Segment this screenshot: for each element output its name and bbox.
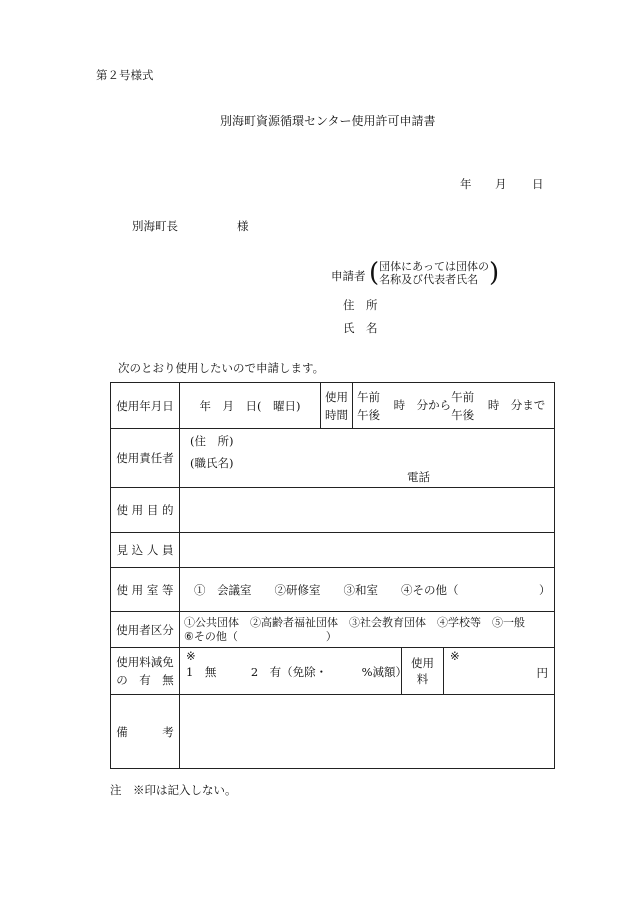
to-text: 時 分まで	[487, 397, 546, 412]
user-category-line1: ①公共団体 ②高齢者福祉団体 ③社会教育団体 ④学校等 ⑤一般	[184, 615, 525, 629]
fee-unit: 円	[536, 666, 549, 680]
row-purpose	[111, 488, 555, 533]
usage-time-label: 使用 時間	[321, 383, 353, 429]
row-usage-date	[111, 383, 555, 429]
fee-exemption-options: 1 無 2 有（免除・ %減額）	[186, 665, 408, 679]
room-label: 使 用 室 等	[111, 568, 180, 612]
user-category-line2: ⑥その他（ ）	[184, 629, 337, 643]
application-table	[110, 382, 555, 769]
remarks-label: 備 考	[111, 695, 180, 769]
fee-exemption-label: 使用料減免 の 有 無	[111, 648, 180, 695]
expected-attendance-label: 見 込 人 員	[111, 533, 180, 568]
form-number: 第２号様式	[96, 68, 154, 82]
responsible-address: (住 所)	[190, 434, 234, 448]
date-month: 月	[495, 177, 507, 191]
applicant-address-label: 住 所	[343, 298, 378, 312]
date-day: 日	[532, 177, 544, 191]
row-room	[111, 568, 555, 612]
user-category-label: 使用者区分	[111, 612, 180, 648]
responsible-person-label: 使用責任者	[111, 429, 180, 488]
purpose-label: 使 用 目 的	[111, 488, 180, 533]
fee-label: 使用料	[402, 648, 444, 695]
page-title: 別海町資源循環センター使用許可申請書	[220, 114, 436, 128]
applicant-name-label: 氏 名	[343, 321, 378, 335]
addressee-name: 別海町長	[132, 219, 178, 233]
responsible-person-value[interactable]	[180, 429, 555, 488]
applicant-note	[369, 260, 499, 286]
open-paren-icon: (	[369, 258, 380, 288]
row-responsible-person	[111, 429, 555, 488]
usage-date-label: 使用年月日	[111, 383, 180, 429]
purpose-value[interactable]	[180, 488, 555, 533]
row-fee-exemption	[111, 648, 555, 695]
intro-text: 次のとおり使用したいので申請します。	[118, 361, 325, 375]
fee-exemption-value[interactable]	[180, 648, 408, 695]
row-user-category	[111, 612, 555, 648]
expected-attendance-value[interactable]	[180, 533, 555, 568]
row-remarks	[111, 695, 555, 769]
date-year: 年	[460, 177, 472, 191]
footnote: 注 ※印は記入しない。	[110, 783, 237, 797]
usage-date-value[interactable]: 年 月 日( 曜日)	[180, 383, 321, 429]
remarks-value[interactable]	[180, 695, 555, 769]
am-pm-from: 午前 午後	[357, 389, 380, 422]
close-paren-icon: )	[489, 258, 500, 288]
row-expected-attendance	[111, 533, 555, 568]
room-options[interactable]: ① 会議室 ②研修室 ③和室 ④その他（ ）	[180, 568, 555, 612]
fee-exemption-mark: ※	[186, 649, 196, 663]
responsible-phone: 電話	[407, 470, 430, 484]
fee-value[interactable]	[444, 648, 555, 695]
user-category-options[interactable]	[180, 612, 555, 648]
applicant-note-line2: 名称及び代表者氏名	[379, 273, 479, 286]
responsible-name: (職氏名)	[190, 456, 234, 470]
usage-time-value[interactable]	[353, 383, 555, 429]
fee-mark: ※	[450, 649, 460, 663]
addressee-honorific: 様	[237, 219, 249, 233]
from-text: 時 分から	[393, 397, 452, 412]
applicant-label: 申請者	[331, 269, 366, 283]
am-pm-to: 午前 午後	[451, 389, 475, 422]
applicant-note-line1: 団体にあっては団体の	[379, 260, 490, 273]
